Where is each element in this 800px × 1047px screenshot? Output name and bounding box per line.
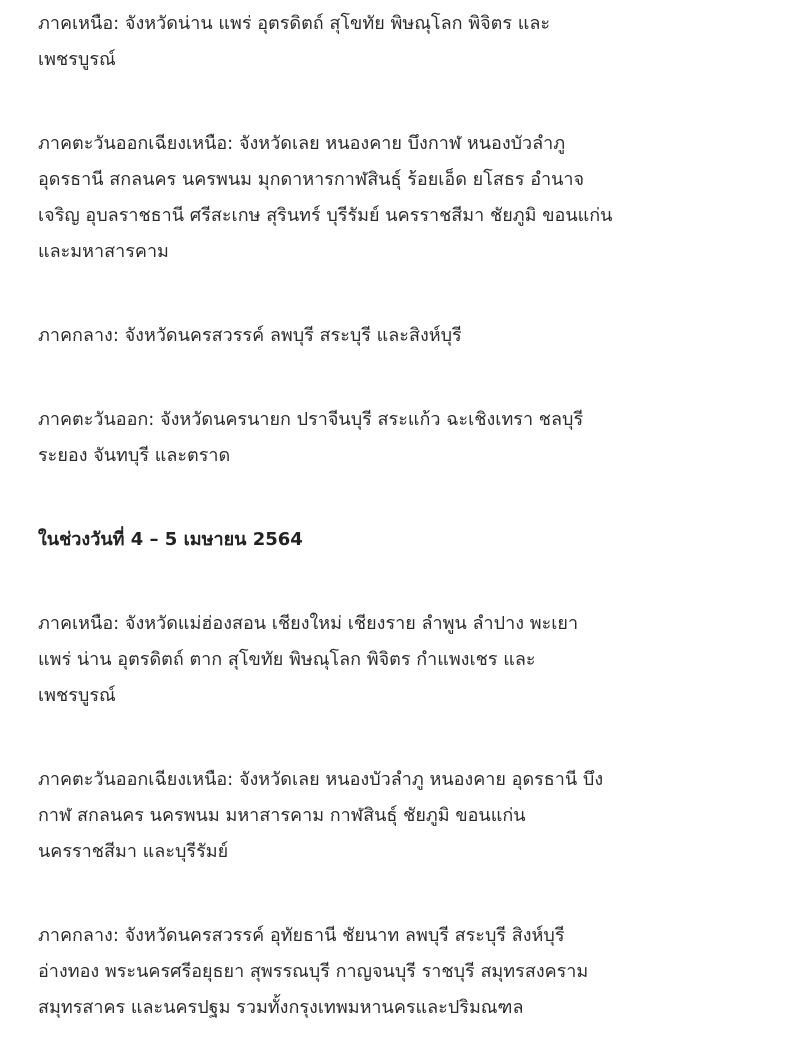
paragraph-central-1 [38, 318, 738, 354]
text-line: ภาคตะวันออก: จังหวัดนครนายก ปราจีนบุรี สระแก้ว ฉะเชิงเทรา ชลบุรี [38, 409, 584, 430]
text-line: เพชรบูรณ์ [38, 49, 116, 70]
text-line: เพชรบูรณ์ [38, 685, 116, 706]
paragraph-northeast-2 [38, 762, 738, 870]
text-line: และมหาสารคาม [38, 241, 169, 262]
paragraph-gap [38, 870, 738, 918]
paragraph-gap [38, 354, 738, 402]
text-line: อ่างทอง พระนครศรีอยุธยา สุพรรณบุรี กาญจนบุรี ราชบุรี สมุทรสงคราม [38, 961, 589, 982]
text-line: ภาคเหนือ: จังหวัดแม่ฮ่องสอน เชียงใหม่ เชียงราย ลำพูน ลำปาง พะเยา [38, 613, 579, 634]
paragraph-north-1 [38, 6, 738, 78]
paragraph-central-2 [38, 918, 738, 1026]
paragraph-gap [38, 270, 738, 318]
text-line: ภาคตะวันออกเฉียงเหนือ: จังหวัดเลย หนองบัวลำภู หนองคาย อุดรธานี บึง [38, 769, 604, 790]
text-line: ระยอง จันทบุรี และตราด [38, 445, 231, 466]
text-line: กาฬ สกลนคร นครพนม มหาสารคาม กาฬสินธุ์ ชัยภูมิ ขอนแก่น [38, 805, 526, 826]
date-heading [38, 522, 738, 558]
article-body [38, 0, 738, 1026]
paragraph-gap [38, 78, 738, 126]
text-line: แพร่ น่าน อุตรดิตถ์ ตาก สุโขทัย พิษณุโลก พิจิตร กำแพงเชร และ [38, 649, 536, 670]
text-line: ภาคกลาง: จังหวัดนครสวรรค์ ลพบุรี สระบุรี และสิงห์บุรี [38, 325, 462, 346]
text-line: ภาคกลาง: จังหวัดนครสวรรค์ อุทัยธานี ชัยนาท ลพบุรี สระบุรี สิงห์บุรี [38, 925, 565, 946]
heading-line: ในช่วงวันที่ 4 – 5 เมษายน 2564 [38, 529, 303, 550]
paragraph-gap [38, 558, 738, 606]
paragraph-east-1 [38, 402, 738, 474]
paragraph-gap [38, 474, 738, 522]
paragraph-gap [38, 714, 738, 762]
paragraph-northeast-1 [38, 126, 738, 270]
paragraph-north-2 [38, 606, 738, 714]
text-line: ภาคตะวันออกเฉียงเหนือ: จังหวัดเลย หนองคาย บึงกาฬ หนองบัวลำภู [38, 133, 566, 154]
text-line: สมุทรสาคร และนครปฐม รวมทั้งกรุงเทพมหานครและปริมณฑล [38, 997, 524, 1018]
text-line: เจริญ อุบลราชธานี ศรีสะเกษ สุรินทร์ บุรีรัมย์ นครราชสีมา ชัยภูมิ ขอนแก่น [38, 205, 613, 226]
text-line: ภาคเหนือ: จังหวัดน่าน แพร่ อุตรดิตถ์ สุโขทัย พิษณุโลก พิจิตร และ [38, 13, 551, 34]
text-line: นครราชสีมา และบุรีรัมย์ [38, 841, 229, 862]
text-line: อุดรธานี สกลนคร นครพนม มุกดาหารกาฬสินธุ์ ร้อยเอ็ด ยโสธร อำนาจ [38, 169, 585, 190]
